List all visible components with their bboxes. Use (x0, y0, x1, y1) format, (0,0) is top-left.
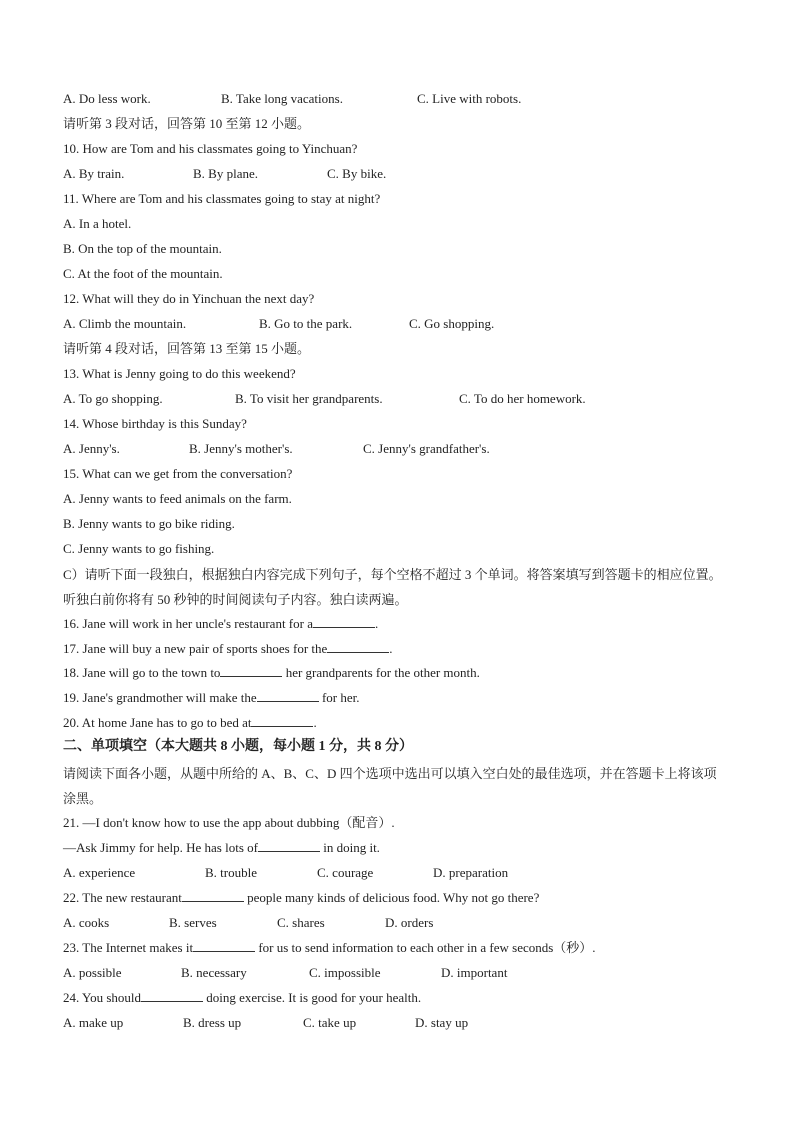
q21-tail: in doing it. (319, 840, 380, 855)
q21-options (63, 863, 508, 883)
q20-tail: . (313, 715, 317, 730)
option-b: B. Jenny's mother's. (189, 441, 293, 456)
option-b: B. Go to the park. (259, 316, 353, 331)
q22-tail: people many kinds of delicious food. Why not go there? (243, 890, 540, 905)
part2-intro: 请阅读下面各小题，从题中所给的 A、B、C、D 四个选项中选出可以填入空白处的最佳选项，并在答题卡上将该项涂黑。 (63, 766, 717, 806)
option-a: A. cooks (63, 915, 110, 930)
option-c: C. shares (277, 915, 325, 930)
section4-intro: 请听第 4 段对话，回答第 13 至第 15 小题。 (63, 341, 311, 356)
q11-option-c: C. At the foot of the mountain. (63, 266, 223, 281)
answer-blank[interactable] (327, 640, 389, 653)
q11-option-b: B. On the top of the mountain. (63, 241, 222, 256)
question-22 (63, 888, 539, 908)
option-c: C. Live with robots. (417, 91, 522, 106)
question-20 (63, 713, 317, 733)
question-14: 14. Whose birthday is this Sunday? (63, 416, 247, 431)
q16-stem: 16. Jane will work in her uncle's restaurant for a (63, 616, 313, 631)
q9-options (63, 89, 521, 109)
option-a: A. To go shopping. (63, 391, 163, 406)
option-d: D. orders (385, 915, 434, 930)
option-b: B. serves (169, 915, 217, 930)
answer-blank[interactable] (182, 889, 244, 902)
option-c: C. Go shopping. (409, 316, 495, 331)
q20-stem: 20. At home Jane has to go to bed at (63, 715, 252, 730)
answer-blank[interactable] (258, 839, 320, 852)
question-12: 12. What will they do in Yinchuan the next day? (63, 291, 315, 306)
q23-stem: 23. The Internet makes it (63, 940, 194, 955)
q19-stem: 19. Jane's grandmother will make the (63, 690, 257, 705)
option-d: D. stay up (415, 1015, 469, 1030)
option-c: C. Jenny's grandfather's. (363, 441, 490, 456)
q17-tail: . (389, 641, 393, 656)
question-17 (63, 639, 393, 659)
question-10: 10. How are Tom and his classmates going to Yinchuan? (63, 141, 358, 156)
q22-stem: 22. The new restaurant (63, 890, 182, 905)
question-15: 15. What can we get from the conversation? (63, 466, 293, 481)
q11-option-a: A. In a hotel. (63, 216, 132, 231)
q23-tail: for us to send information to each other in a few seconds（秒）. (255, 940, 596, 955)
option-d: D. important (441, 965, 508, 980)
q24-options (63, 1013, 468, 1033)
option-c: C. By bike. (327, 166, 387, 181)
q15-option-b: B. Jenny wants to go bike riding. (63, 516, 235, 531)
option-a: A. Do less work. (63, 91, 151, 106)
answer-blank[interactable] (251, 714, 313, 727)
q15-option-a: A. Jenny wants to feed animals on the farm. (63, 491, 292, 506)
q19-tail: for her. (318, 690, 360, 705)
option-c: C. impossible (309, 965, 381, 980)
question-16 (63, 614, 378, 634)
question-18 (63, 663, 480, 683)
part2-title: 二、单项填空（本大题共 8 小题，每小题 1 分，共 8 分） (63, 739, 413, 754)
option-b: B. To visit her grandparents. (235, 391, 383, 406)
option-c: C. courage (317, 865, 374, 880)
sectionC-intro: C）请听下面一段独白，根据独白内容完成下列句子，每个空格不超过 3 个单词。将答案填写到答题卡的相应位置。听独白前你将有 50 秒钟的时间阅读句子内容。独白读两遍。 (63, 567, 722, 607)
q15-option-c: C. Jenny wants to go fishing. (63, 541, 215, 556)
q12-options (63, 314, 494, 334)
option-b: B. trouble (205, 865, 257, 880)
q17-stem: 17. Jane will buy a new pair of sports shoes for the (63, 641, 328, 656)
q14-options (63, 439, 490, 459)
option-b: B. Take long vacations. (221, 91, 343, 106)
q10-options (63, 164, 386, 184)
question-19 (63, 688, 359, 708)
q18-stem: 18. Jane will go to the town to (63, 665, 221, 680)
option-b: B. necessary (181, 965, 247, 980)
q13-options (63, 389, 586, 409)
q23-options (63, 963, 507, 983)
answer-blank[interactable] (313, 615, 375, 628)
answer-blank[interactable] (193, 939, 255, 952)
option-c: C. To do her homework. (459, 391, 586, 406)
question-21-line1: 21. —I don't know how to use the app about dubbing（配音）. (63, 815, 395, 830)
answer-blank[interactable] (257, 689, 319, 702)
option-a: A. Jenny's. (63, 441, 120, 456)
option-c: C. take up (303, 1015, 357, 1030)
option-a: A. experience (63, 865, 136, 880)
q18-tail: her grandparents for the other month. (282, 665, 480, 680)
option-a: A. make up (63, 1015, 124, 1030)
option-a: A. Climb the mountain. (63, 316, 187, 331)
option-b: B. dress up (183, 1015, 242, 1030)
answer-blank[interactable] (141, 989, 203, 1002)
option-a: A. By train. (63, 166, 125, 181)
q24-tail: doing exercise. It is good for your health. (203, 990, 422, 1005)
question-11: 11. Where are Tom and his classmates going to stay at night? (63, 191, 381, 206)
option-a: A. possible (63, 965, 122, 980)
option-b: B. By plane. (193, 166, 258, 181)
answer-blank[interactable] (220, 664, 282, 677)
question-21-line2 (63, 838, 380, 858)
option-d: D. preparation (433, 865, 509, 880)
q22-options (63, 913, 433, 933)
q16-tail: . (374, 616, 379, 631)
question-23 (63, 938, 596, 958)
section3-intro: 请听第 3 段对话，回答第 10 至第 12 小题。 (63, 116, 311, 131)
question-13: 13. What is Jenny going to do this weekend? (63, 366, 296, 381)
question-24 (63, 988, 421, 1008)
q21-stem: —Ask Jimmy for help. He has lots of (63, 840, 258, 855)
q24-stem: 24. You should (63, 990, 142, 1005)
